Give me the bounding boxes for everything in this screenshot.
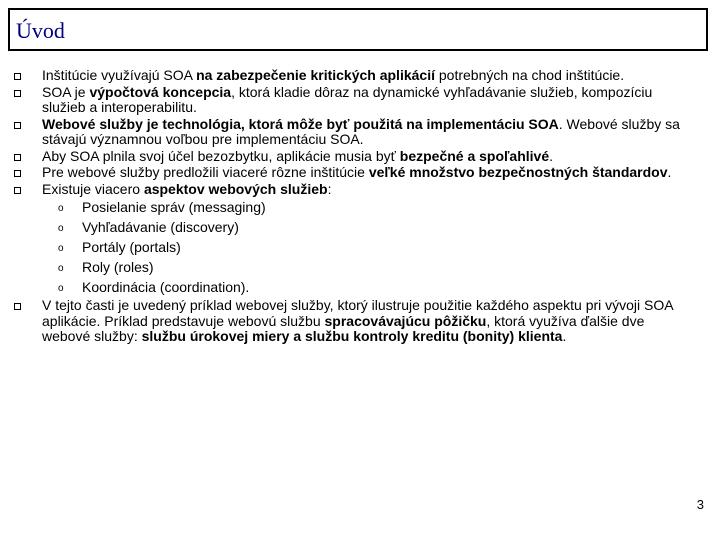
bullet-text-bold: spracovávajúcu pôžičku — [324, 312, 487, 329]
sub-bullet-text: Posielanie správ (messaging) — [82, 199, 266, 215]
square-bullet-icon — [14, 73, 21, 80]
bullet-text-segment: V tejto časti je uvedený príklad webovej služby, ktorý ilustruje použitie každého aspektu pri vývoji SOA aplikácie. Príklad predstavuje webovú službu — [42, 297, 673, 329]
sub-bullet-item — [0, 258, 720, 276]
bullet-item — [0, 298, 720, 345]
bullet-text-segment: Aby SOA plnila svoj účel bezozbytku, aplikácie musia byť — [42, 147, 400, 164]
sub-bullet-text: Vyhľadávanie (discovery) — [82, 219, 239, 235]
bullet-text — [42, 148, 553, 164]
bullet-text — [42, 116, 680, 148]
bullet-item — [0, 182, 720, 198]
circle-bullet-icon: o — [58, 223, 64, 234]
bullet-text-segment: Inštitúcie využívajú SOA — [42, 67, 197, 83]
bullet-text-bold: Webové služby je technológia, ktorá môže byť použitá na implementáciu SOA — [42, 115, 559, 132]
bullet-text-bold: výpočtová koncepcia — [89, 83, 232, 100]
sub-bullet-text: Roly (roles) — [82, 259, 154, 275]
circle-bullet-icon: o — [58, 243, 64, 254]
sub-bullet-text: Koordinácia (coordination). — [82, 279, 250, 295]
sub-bullet-item — [0, 218, 720, 236]
bullet-text-segment: . — [562, 328, 567, 344]
square-bullet-icon — [14, 170, 21, 177]
sub-bullet-item — [0, 238, 720, 256]
page-number: 3 — [696, 497, 704, 512]
square-bullet-icon — [14, 90, 21, 97]
bullet-item — [0, 165, 720, 181]
bullet-text-bold: aspektov webových služieb — [143, 180, 328, 197]
bullet-text-segment: Existuje viacero — [42, 180, 144, 197]
sub-bullet-item — [0, 198, 720, 216]
bullet-text-segment: Pre webové služby predložili viaceré rôzne inštitúcie — [42, 164, 369, 180]
bullet-text-bold: na zabezpečenie kritických aplikácií — [196, 67, 435, 83]
bullet-text-segment: : — [327, 180, 332, 197]
bullet-text-segment: SOA je — [42, 83, 90, 100]
square-bullet-icon — [14, 187, 21, 194]
slide-title: Úvod — [16, 18, 65, 43]
bullet-text-segment: , ktorá kladie dôraz na dynamické vyhľadávanie služieb, kompozíciu služieb a interoperabilitu. — [42, 83, 653, 115]
bullet-text-bold: službu úrokovej miery a službu kontroly kreditu (bonity) klienta — [141, 328, 563, 344]
bullet-list — [0, 68, 720, 346]
bullet-text-bold: bezpečné a spoľahlivé — [399, 147, 550, 164]
bullet-item — [0, 117, 720, 148]
bullet-text — [42, 84, 652, 116]
sub-bullet-item — [0, 278, 720, 296]
bullet-text — [42, 67, 624, 83]
circle-bullet-icon: o — [58, 283, 64, 294]
bullet-text-segment: potrebných na chod inštitúcie. — [434, 67, 625, 83]
circle-bullet-icon: o — [58, 203, 64, 214]
square-bullet-icon — [14, 154, 21, 161]
bullet-text-segment: . — [667, 164, 672, 180]
sub-bullet-text: Portály (portals) — [82, 239, 181, 255]
bullet-text-segment: . — [549, 147, 553, 164]
bullet-item — [0, 68, 720, 84]
bullet-text — [42, 164, 671, 180]
bullet-item — [0, 149, 720, 165]
bullet-text-segment: . Webové služby sa stávajú významnou voľbou pre implementáciu SOA. — [42, 115, 680, 147]
bullet-text-bold: veľké množstvo bezpečnostných štandardov — [368, 164, 668, 180]
bullet-item — [0, 85, 720, 116]
bullet-text — [42, 181, 331, 197]
square-bullet-icon — [14, 303, 21, 310]
circle-bullet-icon: o — [58, 263, 64, 274]
square-bullet-icon — [14, 122, 21, 129]
bullet-text-segment: , ktorá využíva ďalšie dve webové služby: — [42, 312, 645, 344]
title-box — [8, 8, 708, 51]
bullet-text — [42, 297, 673, 344]
